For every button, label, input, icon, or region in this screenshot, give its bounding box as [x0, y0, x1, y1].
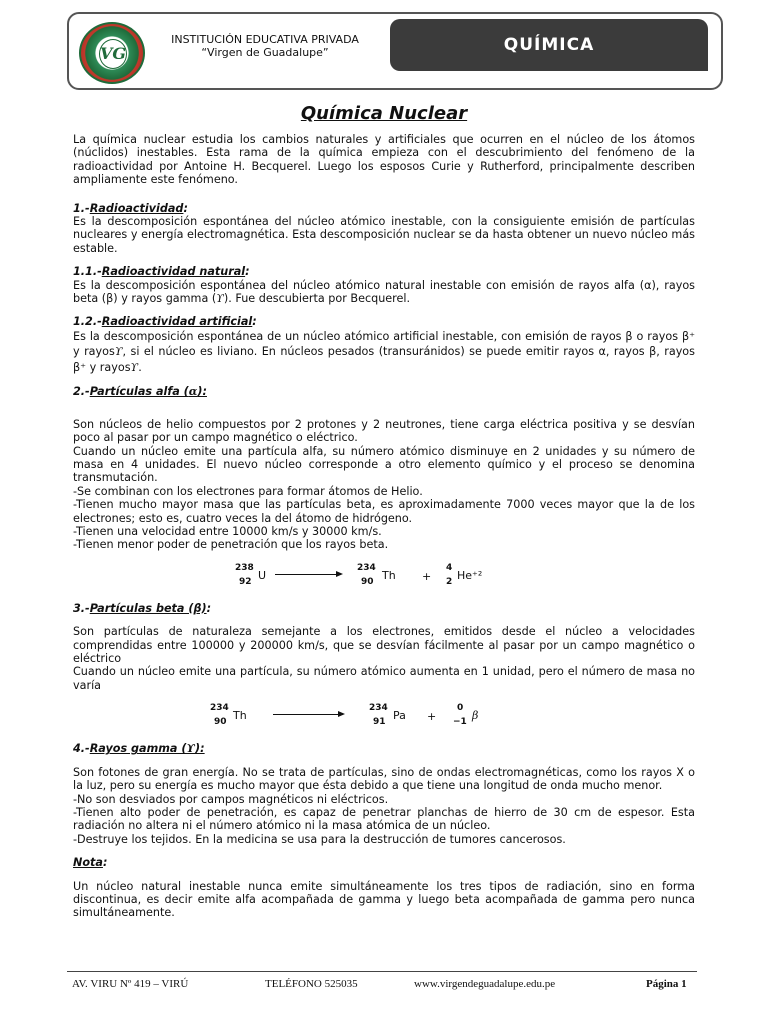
footer-website: www.virgendeguadalupe.edu.pe: [414, 978, 556, 990]
alfa-paragraph-2: Cuando un núcleo emite una partícula alfa, su número atómico disminuye en 2 unidades y su número de masa en 4 unidades. El nuevo núcleo corresponde a otro elemento químico y el proceso se denomina transmutación.: [73, 444, 695, 485]
note-heading: Nota:: [73, 856, 108, 870]
reaction-arrow: [275, 574, 341, 575]
subject-tab: QUÍMICA: [390, 19, 708, 71]
reaction-arrow: [273, 714, 343, 715]
institution-name: [159, 33, 371, 59]
page-title: Química Nuclear: [300, 103, 468, 124]
institution-line-2: “Virgen de Guadalupe”: [201, 46, 329, 59]
section-text-radioactividad: Es la descomposición espontánea del núcleo atómico inestable, con la consiguiente emisión de partículas nucleares y energía electromagnética. Esta descomposición nuclear se da hasta obtener un nuevo núcleo más estable.: [73, 215, 695, 255]
footer-phone: TELÉFONO 525035: [265, 978, 358, 990]
gamma-list-item: -Tienen alto poder de penetración, es capaz de penetrar planchas de hierro de 30 cm de espesor. Esta radiación no altera ni el número atómico ni la masa atómica de un núcleo.: [73, 805, 695, 833]
header: [67, 12, 723, 90]
section-heading-natural: 1.1.-Radioactividad natural:: [73, 265, 250, 279]
footer-divider: [67, 971, 697, 972]
plus-sign: +: [427, 710, 437, 724]
alfa-list-item: -Tienen menor poder de penetración que los rayos beta.: [73, 538, 389, 552]
plus-sign: +: [422, 569, 432, 583]
gamma-list-item: -Destruye los tejidos. En la medicina se usa para la destrucción de tumores cancerosos.: [73, 832, 566, 846]
footer-page-number: Página 1: [646, 978, 687, 990]
school-logo: [79, 22, 145, 84]
gamma-list-item: -No son desviados por campos magnéticos ni eléctricos.: [73, 792, 389, 806]
institution-line-1: INSTITUCIÓN EDUCATIVA PRIVADA: [171, 33, 359, 46]
gamma-symbol: ϒ: [114, 345, 123, 359]
intro-paragraph: La química nuclear estudia los cambios naturales y artificiales que ocurren en el núcleo de los átomos (núclidos) inestables. Esta rama de la química empieza con el descubrimiento del fenómeno de la radioactividad por Antoine H. Becquerel. Luego los esposos Curie y Rutherford, principalmente describen ampliamente este fenómeno.: [73, 133, 695, 187]
section-heading-gamma: 4.-Rayos gamma (ϒ):: [73, 741, 205, 756]
section-heading-beta: 3.-Partículas beta (β):: [73, 601, 212, 615]
note-paragraph: Un núcleo natural inestable nunca emite simultáneamente los tres tipos de radiación, sino en forma discontinua, es decir emite alfa acompañada de gamma y luego beta acompañada de gamma pero nunca simultáneamente.: [73, 879, 695, 920]
logo-monogram: VG: [99, 39, 127, 69]
section-text-natural: Es la descomposición espontánea del núcleo atómico natural inestable con emisión de rayos alfa (α), rayos beta (β) y rayos gamma (ϒ). Fue descubierta por Becquerel.: [73, 278, 695, 306]
beta-decay-equation: 234 90 Th 234 91 Pa + 0 −1 β: [210, 703, 479, 728]
alpha-decay-equation: 238 92 U 234 90 Th + 4 2 He⁺²: [235, 562, 483, 587]
section-heading-radioactividad: 1.-Radioactividad:: [73, 201, 188, 215]
section-text-artificial: Es la descomposición espontánea de un núcleo atómico artificial inestable, con emisión de rayos β o rayos β⁺ y rayosϒ, si el núcleo es liviano. En núcleos pesados (transuránidos) se puede emitir rayos α, rayos β, rayos β⁺ y rayosϒ.: [73, 329, 695, 374]
gamma-paragraph-1: Son fotones de gran energía. No se trata de partículas, sino de ondas electromagnéticas, como los rayos X o la luz, pero su energía es mucho mayor que ésta debido a que tiene una longitud de onda mucho menor.: [73, 765, 695, 793]
section-heading-alfa: 2.-Partículas alfa (α):: [73, 384, 207, 399]
beta-paragraph-2: Cuando un núcleo emite una partícula, su número atómico aumenta en 1 unidad, pero el número de masa no varía: [73, 665, 695, 692]
alfa-list-item: -Se combinan con los electrones para formar átomos de Helio.: [73, 484, 423, 498]
section-heading-artificial: 1.2.-Radioactividad artificial:: [73, 315, 257, 329]
document-body: [73, 133, 695, 920]
alfa-list-item: -Tienen una velocidad entre 10000 km/s y 30000 km/s.: [73, 525, 382, 539]
beta-paragraph-1: Son partículas de naturaleza semejante a los electrones, emitidos desde el núcleo a velocidades comprendidas entre 100000 y 200000 km/s, que se desvían fácilmente al pasar por un campo magnético o eléctrico: [73, 625, 695, 666]
gamma-symbol: ϒ: [216, 292, 224, 306]
alfa-list-item: -Tienen mucho mayor masa que las partículas beta, es aproximadamente 7000 veces mayor que la de los electrones; esto es, cuatro veces la del átomo de hidrógeno.: [73, 498, 695, 525]
footer-address: AV. VIRU Nº 419 – VIRÚ: [72, 978, 189, 990]
alfa-paragraph-1: Son núcleos de helio compuestos por 2 protones y 2 neutrones, tiene carga eléctrica positiva y se desvían poco al pasar por un campo magnético o eléctrico.: [73, 417, 695, 445]
gamma-symbol: ϒ: [130, 360, 139, 374]
